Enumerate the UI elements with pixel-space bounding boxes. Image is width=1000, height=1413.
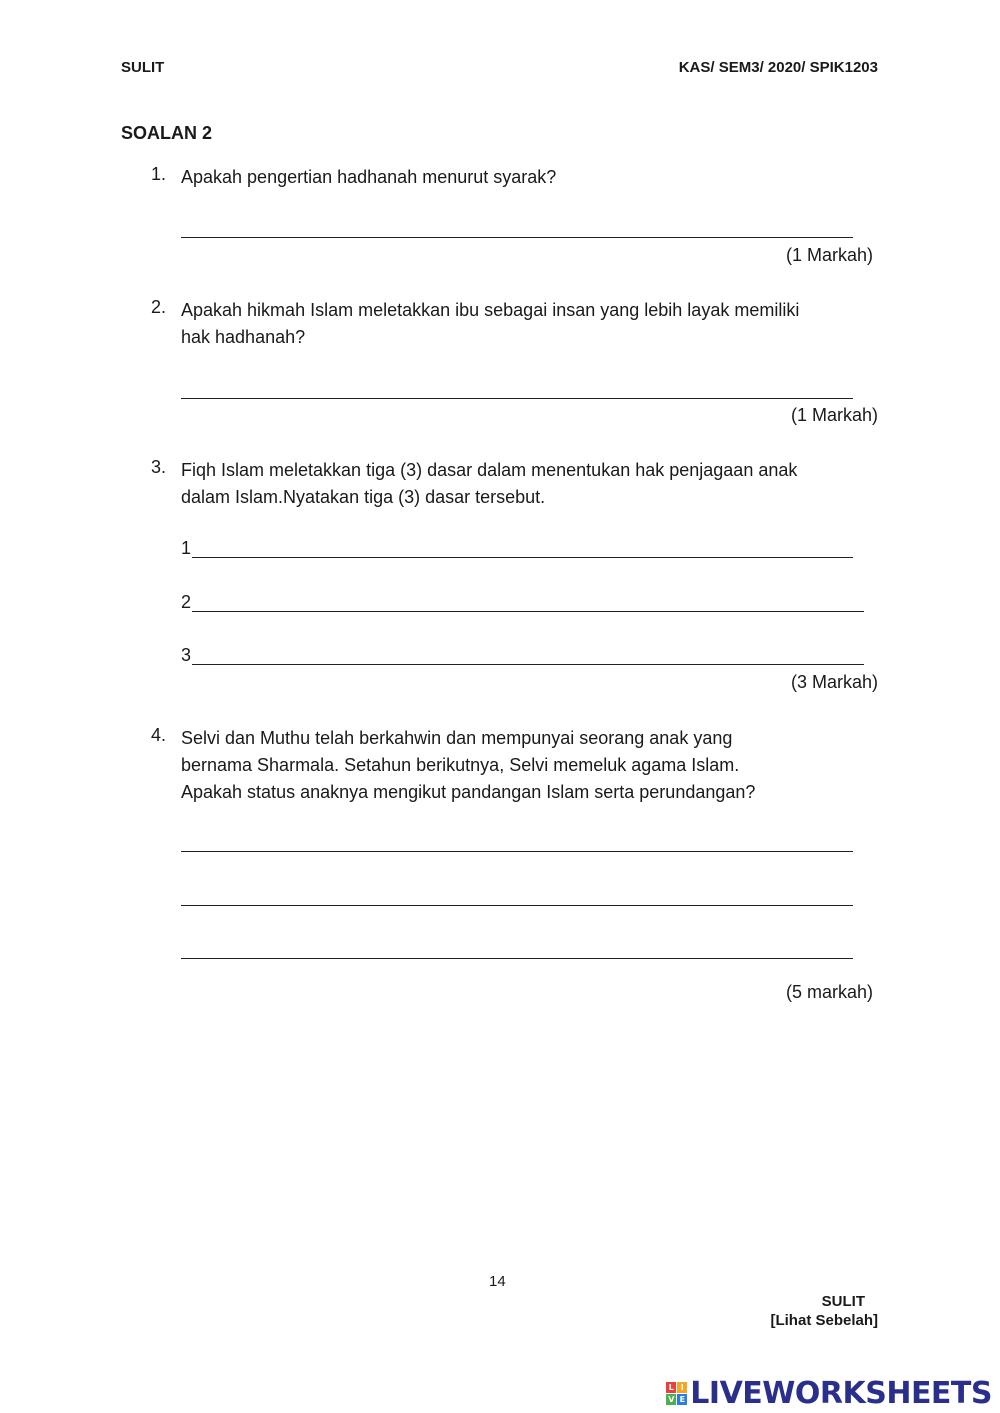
question-line: bernama Sharmala. Setahun berikutnya, Selvi memeluk agama Islam.: [181, 755, 740, 775]
question-number: 2.: [151, 297, 167, 317]
answer-line[interactable]: [192, 557, 853, 558]
header-right: KAS/ SEM3/ 2020/ SPIK1203: [678, 59, 878, 76]
answer-line[interactable]: [181, 237, 853, 238]
answer-line[interactable]: [181, 905, 853, 906]
marks-label: (1 Markah): [790, 405, 878, 425]
marks-label: (5 markah): [785, 982, 873, 1002]
logo-letter: L: [666, 1382, 676, 1393]
section-title: SOALAN 2: [121, 123, 213, 143]
question-line: dalam Islam.Nyatakan tiga (3) dasar tersebut.: [181, 487, 546, 507]
footer-lihat-sebelah: [Lihat Sebelah]: [770, 1312, 878, 1329]
answer-line[interactable]: [192, 611, 864, 612]
question-number: 4.: [151, 725, 167, 745]
answer-line[interactable]: [192, 664, 864, 665]
question-text: [181, 297, 881, 351]
question-number: 3.: [151, 457, 167, 477]
question-line: Fiqh Islam meletakkan tiga (3) dasar dalam menentukan hak penjagaan anak: [181, 460, 798, 480]
answer-label: 3: [181, 645, 192, 665]
question-line: Apakah pengertian hadhanah menurut syarak?: [181, 167, 557, 187]
answer-line[interactable]: [181, 398, 853, 399]
marks-label: (3 Markah): [790, 672, 878, 692]
footer-sulit: SULIT: [821, 1293, 865, 1310]
question-text: [181, 457, 881, 511]
answer-label: 2: [181, 592, 192, 612]
liveworksheets-text: LIVEWORKSHEETS: [690, 1376, 992, 1411]
page-number: 14: [489, 1273, 506, 1290]
question-line: Apakah hikmah Islam meletakkan ibu sebagai insan yang lebih layak memiliki: [181, 300, 800, 320]
answer-line[interactable]: [181, 958, 853, 959]
question-line: Selvi dan Muthu telah berkahwin dan mempunyai seorang anak yang: [181, 728, 733, 748]
question-line: hak hadhanah?: [181, 327, 306, 347]
logo-letter: V: [668, 1395, 675, 1404]
liveworksheets-logo: [666, 1376, 992, 1411]
answer-label: 1: [181, 538, 192, 558]
logo-letter: I: [677, 1382, 687, 1393]
marks-label: (1 Markah): [785, 245, 873, 265]
liveworksheets-icon: [666, 1382, 687, 1405]
answer-line[interactable]: [181, 851, 853, 852]
header-left: SULIT: [121, 59, 165, 76]
logo-letter: E: [677, 1394, 687, 1405]
question-number: 1.: [151, 164, 167, 184]
question-line: Apakah status anaknya mengikut pandangan Islam serta perundangan?: [181, 782, 756, 802]
question-text: [181, 164, 881, 191]
question-text: [181, 725, 881, 806]
